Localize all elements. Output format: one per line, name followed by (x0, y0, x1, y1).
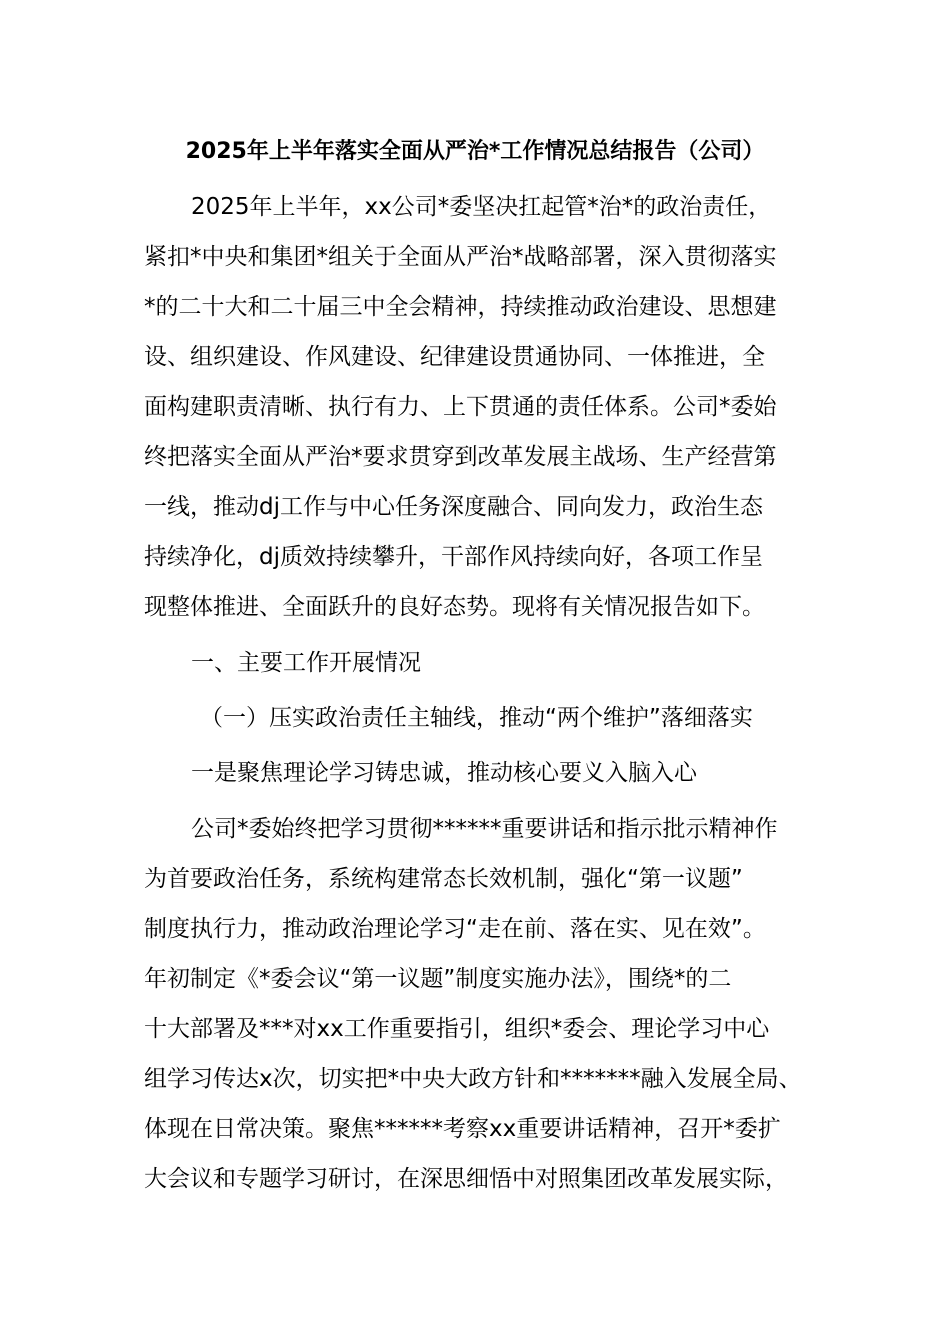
body-line: 为首要政治任务，系统构建常态长效机制，强化“第一议题” (144, 866, 743, 892)
body-line: 公司*委始终把学习贯彻******重要讲话和指示批示精神作 (191, 816, 778, 842)
body-line: 十大部署及***对xx工作重要指引，组织*委会、理论学习中心 (144, 1016, 770, 1042)
intro-line: 面构建职责清晰、执行有力、上下贯通的责任体系。公司*委始 (144, 394, 777, 420)
body-line: 制度执行力，推动政治理论学习“走在前、落在实、见在效”。 (144, 916, 766, 942)
intro-line: 现整体推进、全面跃升的良好态势。现将有关情况报告如下。 (144, 594, 765, 620)
document-title: 2025年上半年落实全面从严治*工作情况总结报告（公司） (185, 139, 765, 164)
body-line: 组学习传达x次，切实把*中央大政方针和*******融入发展全局、 (144, 1066, 802, 1092)
point-heading: 一是聚焦理论学习铸忠诚，推动核心要义入脑入心 (191, 760, 697, 786)
intro-line: 一线，推动dj工作与中心任务深度融合、同向发力，政治生态 (144, 494, 763, 520)
intro-line: 持续净化，dj质效持续攀升，干部作风持续向好，各项工作呈 (144, 544, 763, 570)
intro-line: 终把落实全面从严治*要求贯穿到改革发展主战场、生产经营第 (144, 444, 777, 470)
section-heading: 一、主要工作开展情况 (191, 650, 421, 676)
body-line: 体现在日常决策。聚焦******考察xx重要讲话精神，召开*委扩 (144, 1116, 781, 1142)
body-line: 大会议和专题学习研讨，在深思细悟中对照集团改革发展实际， (144, 1166, 788, 1192)
intro-line: 2025年上半年，xx公司*委坚决扛起管*治*的政治责任， (191, 194, 772, 220)
intro-line: 紧扣*中央和集团*组关于全面从严治*战略部署，深入贯彻落实 (144, 244, 777, 270)
body-line: 年初制定《*委会议“第一议题”制度实施办法》，围绕*的二 (144, 966, 732, 992)
intro-line: 设、组织建设、作风建设、纪律建设贯通协同、一体推进，全 (144, 344, 765, 370)
subsection-heading: （一）压实政治责任主轴线，推动“两个维护”落细落实 (200, 705, 753, 731)
intro-line: *的二十大和二十届三中全会精神，持续推动政治建设、思想建 (144, 294, 777, 320)
